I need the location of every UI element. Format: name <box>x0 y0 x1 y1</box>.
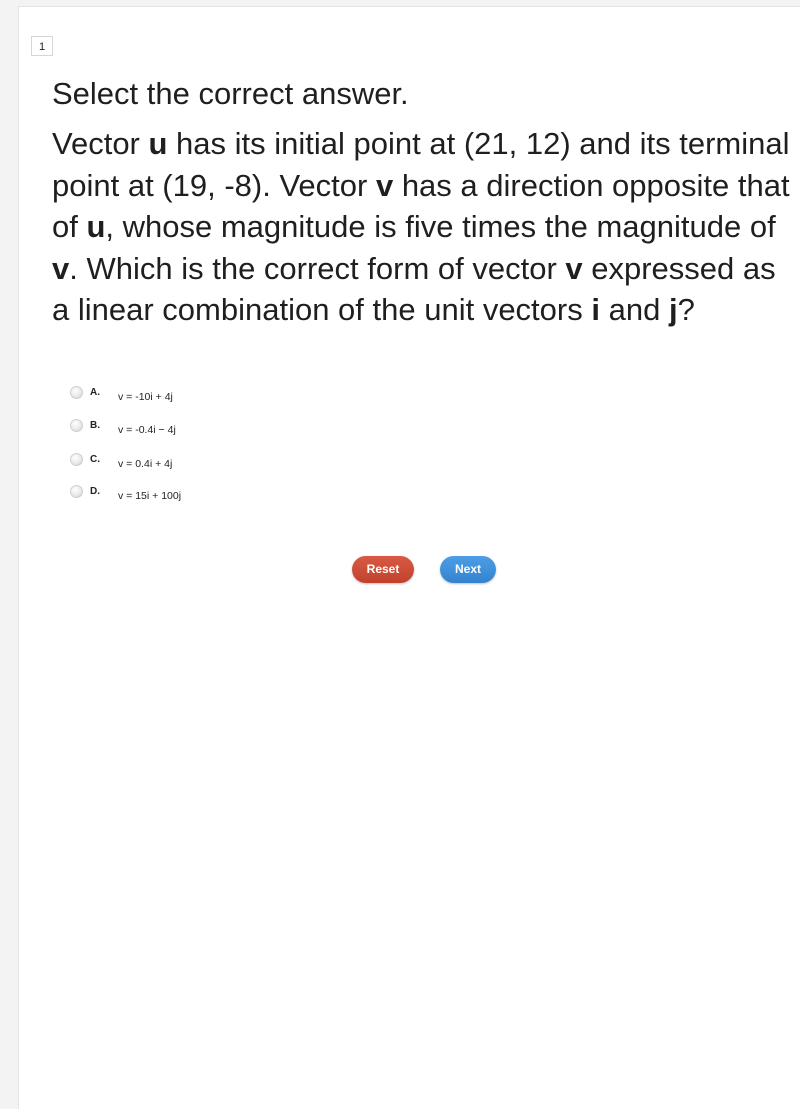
next-button[interactable]: Next <box>440 556 496 583</box>
option-b[interactable] <box>70 417 370 437</box>
option-d[interactable] <box>70 483 370 503</box>
vector-u-label: u <box>148 126 168 161</box>
option-letter: C. <box>90 454 100 465</box>
option-text: v = -0.4i − 4j <box>118 424 176 436</box>
vector-v-label: v <box>52 250 70 286</box>
radio-button-b[interactable] <box>70 419 83 432</box>
unit-vector-i-label: i <box>591 292 600 328</box>
vector-u-label: u <box>86 209 106 245</box>
radio-button-a[interactable] <box>70 386 83 399</box>
reset-button[interactable]: Reset <box>352 556 414 583</box>
option-letter: D. <box>90 486 100 497</box>
radio-button-d[interactable] <box>70 485 83 498</box>
option-text: v = -10i + 4j <box>118 391 173 403</box>
question-text: Vector u has its initial point at (21, 12) and its terminal point at (19, -8). Vector v has a direction opposite that of u, whose magnitude is five times the magnitude of v. Which is the correct form of vector v expressed as a linear combination of the unit vectors i and j? <box>52 126 790 328</box>
vector-v-label: v <box>565 250 583 286</box>
option-letter: B. <box>90 420 100 431</box>
vector-v-label: v <box>375 167 394 203</box>
question-number-badge: 1 <box>31 36 53 56</box>
instruction-text: Select the correct answer. <box>52 76 409 111</box>
option-text: v = 0.4i + 4j <box>118 458 173 470</box>
unit-vector-j-label: j <box>668 292 678 328</box>
option-text: v = 15i + 100j <box>118 490 182 502</box>
option-c[interactable] <box>70 451 370 471</box>
radio-button-c[interactable] <box>70 453 83 466</box>
option-a[interactable] <box>70 384 370 404</box>
option-letter: A. <box>90 387 100 398</box>
